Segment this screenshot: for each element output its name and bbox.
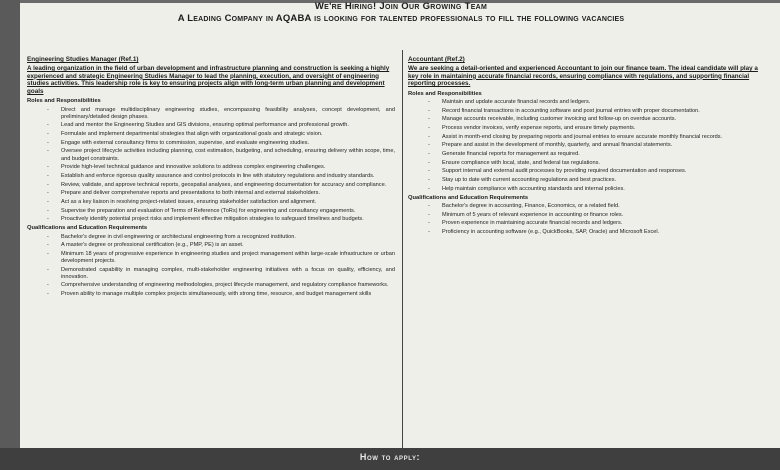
quals-list-accountant	[408, 203, 770, 236]
column-divider	[402, 50, 403, 448]
list-item: - Proactively identify potential project risks and implement effective mitigation strategies to safeguard timelines and budgets.	[47, 216, 395, 223]
quals-heading-engineering: Qualifications and Education Requirements	[27, 225, 148, 232]
list-item: - Stay up to date with current accounting regulations and best practices.	[428, 177, 770, 184]
list-item: - Minimum 18 years of progressive experience in engineering studies and project management within large-scale infrastructure or urban development projects.	[47, 251, 395, 265]
list-item: - A master's degree or professional certification (e.g., PMP, PE) is an asset.	[47, 242, 395, 249]
list-item: - Bachelor's degree in accounting, Finance, Economics, or a related field.	[428, 203, 770, 210]
list-item: - Engage with external consultancy firms to commission, supervise, and evaluate engineering studies.	[47, 140, 395, 147]
list-item: - Support internal and external audit processes by providing required documentation and responses.	[428, 168, 770, 175]
list-item: - Direct and manage multidisciplinary engineering studies, encompassing feasibility analyses, concept development, and preliminary/detailed design phases.	[47, 107, 395, 121]
list-item: - Proficiency in accounting software (e.g., QuickBooks, SAP, Oracle) and Microsoft Excel.	[428, 229, 770, 236]
list-item: - Review, validate, and approve technical reports, geospatial analyses, and engineering documentation for accuracy and compliance.	[47, 182, 395, 189]
company-tagline: A Leading Company in AQABA is looking for talented professionals to fill the following vacancies	[177, 13, 625, 24]
list-item: - Process vendor invoices, verify expense reports, and ensure timely payments.	[428, 125, 770, 132]
roles-heading-accountant: Roles and Responsibilities	[408, 90, 482, 97]
list-item: - Ensure compliance with local, state, and federal tax regulations.	[428, 160, 770, 167]
quals-heading-accountant: Qualifications and Education Requirements	[408, 194, 529, 201]
list-item: - Demonstrated capability in managing complex, multi-stakeholder engineering initiatives with a focus on quality, efficiency, and innovation.	[47, 267, 395, 281]
list-item: - Help maintain compliance with accounting standards and internal policies.	[428, 186, 770, 193]
list-item: - Prepare and assist in the development of monthly, quarterly, and annual financial statements.	[428, 142, 770, 149]
job-column-accountant	[408, 56, 770, 238]
job-intro-engineering: A leading organization in the field of urban development and infrastructure planning and construction is seeking a highly experienced and strategic Engineering Studies Manager to lead the planning, execution, and oversight of engineering studies activities. This leadership role is key to ensuring projects align with long-term urban planning and development goals	[27, 65, 390, 95]
list-item: - Prepare and deliver comprehensive reports and presentations to both internal and external stakeholders.	[47, 190, 395, 197]
list-item: - Generate financial reports for management as required.	[428, 151, 770, 158]
quals-list-engineering	[27, 234, 395, 299]
list-item: - Assist in month-end closing by preparing reports and journal entries to ensure accurate monthly financial records.	[428, 134, 770, 141]
list-item: - Establish and enforce rigorous quality assurance and control protocols in line with statutory regulations and industry standards.	[47, 173, 395, 180]
job-posting-sheet	[20, 0, 780, 448]
list-item: - Formulate and implement departmental strategies that align with organizational goals and strategic vision.	[47, 131, 395, 138]
list-item: - Provide high-level technical guidance and innovative solutions to address complex engineering challenges.	[47, 164, 395, 171]
job-intro-accountant: We are seeking a detail-oriented and experienced Accountant to join our finance team. The ideal candidate will play a key role in maintaining accurate financial records, ensuring compliance with regulations, and supporting financial reporting processes.	[408, 65, 758, 88]
list-item: - Manage accounts receivable, including customer invoicing and follow-up on overdue accounts.	[428, 116, 770, 123]
roles-list-accountant	[408, 99, 770, 193]
list-item: - Minimum of 5 years of relevant experience in accounting or finance roles.	[428, 212, 770, 219]
list-item: - Proven ability to manage multiple complex projects simultaneously, with strong time, resource, and budget management skills	[47, 291, 395, 298]
list-item: - Record financial transactions in accounting software and post journal entries with proper documentation.	[428, 108, 770, 115]
list-item: - Act as a key liaison in resolving project-related issues, ensuring stakeholder satisfaction and alignment.	[47, 199, 395, 206]
job-column-engineering	[27, 56, 395, 300]
roles-list-engineering	[27, 107, 395, 224]
list-item: - Comprehensive understanding of engineering methodologies, project lifecycle management, and regulatory compliance frameworks.	[47, 282, 395, 289]
list-item: - Bachelor's degree in civil engineering or architectural engineering from a recognized institution.	[47, 234, 395, 241]
roles-heading-engineering: Roles and Responsibilities	[27, 98, 101, 105]
how-to-apply-heading: How to apply:	[359, 452, 421, 462]
hiring-heading: We're Hiring! Join Our Growing Team	[314, 1, 488, 12]
job-title-engineering: Engineering Studies Manager (Ref.1)	[27, 56, 139, 63]
job-title-accountant: Accountant (Ref.2)	[408, 56, 465, 63]
list-item: - Oversee project lifecycle activities including planning, cost estimation, budgeting, and scheduling, ensuring delivery within scope, time, and budget constraints.	[47, 148, 395, 162]
list-item: - Maintain and update accurate financial records and ledgers.	[428, 99, 770, 106]
list-item: - Lead and mentor the Engineering Studies and GIS divisions, ensuring optimal performance and professional growth.	[47, 122, 395, 129]
list-item: - Proven experience in maintaining accurate financial records and ledgers.	[428, 220, 770, 227]
list-item: - Supervise the preparation and evaluation of Terms of Reference (ToRs) for engineering and consultancy engagements.	[47, 208, 395, 215]
